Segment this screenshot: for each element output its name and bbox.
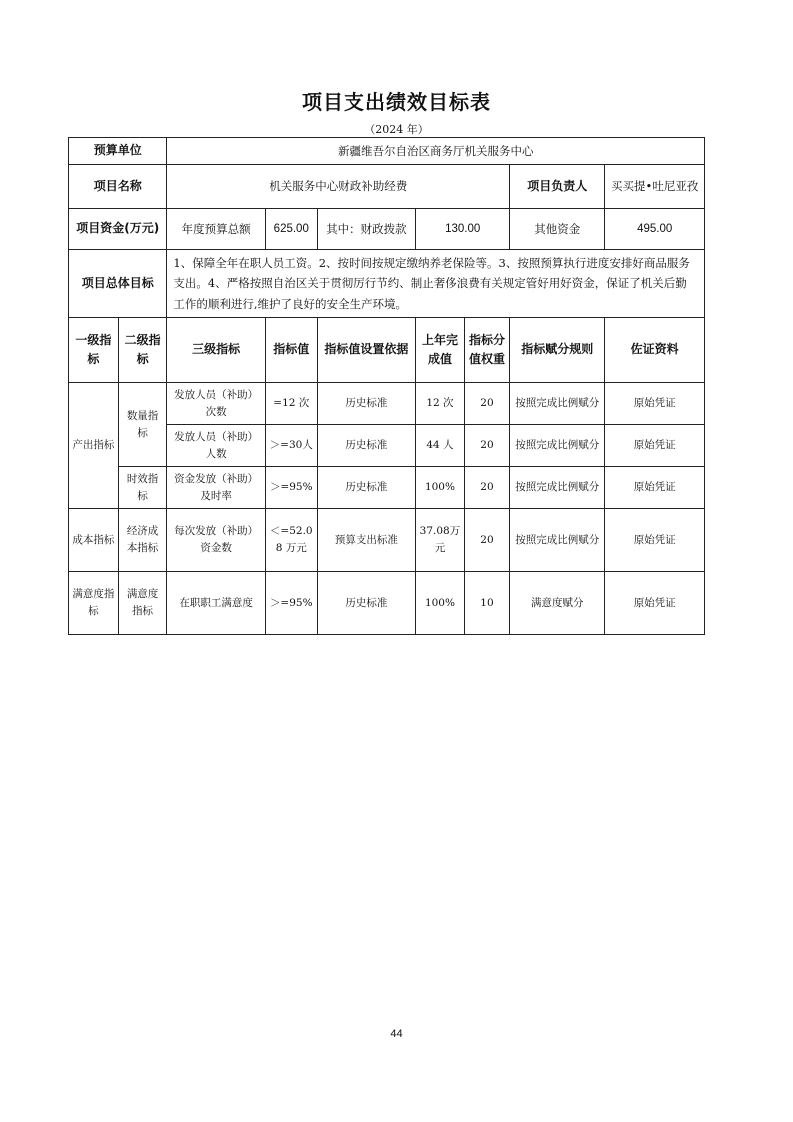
- project-name-value: 机关服务中心财政补助经费: [167, 165, 510, 209]
- performance-table: [68, 137, 705, 635]
- header-row: [69, 318, 705, 383]
- level2-cell: 数量指标: [118, 383, 167, 467]
- basis-cell: 预算支出标准: [317, 509, 415, 572]
- table-row: [69, 572, 705, 635]
- weight-cell: 20: [464, 425, 509, 467]
- level3-cell: 资金发放（补助）及时率: [167, 467, 265, 509]
- evidence-cell: 原始凭证: [605, 425, 705, 467]
- header-evidence: 佐证资料: [605, 318, 705, 383]
- level1-cell: 产出指标: [69, 383, 119, 509]
- header-level2: 二级指标: [118, 318, 167, 383]
- last-year-cell: 100%: [416, 572, 465, 635]
- evidence-cell: 原始凭证: [605, 509, 705, 572]
- level3-cell: 每次发放（补助）资金数: [167, 509, 265, 572]
- other-label: 其他资金: [510, 209, 605, 250]
- unit-row: [69, 138, 705, 165]
- page-number: 44: [390, 1028, 403, 1040]
- year-label: （2024 年）: [364, 123, 429, 136]
- goal-label: 项目总体目标: [69, 250, 167, 318]
- value-cell: ＞=30人: [265, 425, 317, 467]
- rule-cell: 满意度赋分: [510, 572, 605, 635]
- header-last-year: 上年完成值: [416, 318, 465, 383]
- level2-cell: 满意度指标: [118, 572, 167, 635]
- goal-text: 1、保障全年在职人员工资。2、按时间按规定缴纳养老保险等。3、按照预算执行进度安排好商品服务支出。4、严格按照自治区关于贯彻厉行节约、制止奢侈浪费有关规定管好用好资金，保证了机关后勤工作的顺利进行,维护了良好的安全生产环境。: [167, 250, 705, 318]
- level2-cell: 时效指标: [118, 467, 167, 509]
- last-year-cell: 100%: [416, 467, 465, 509]
- project-name-label: 项目名称: [69, 165, 167, 209]
- funds-row: [69, 209, 705, 250]
- goal-row: [69, 250, 705, 318]
- level1-cell: 成本指标: [69, 509, 119, 572]
- project-leader-label: 项目负责人: [510, 165, 605, 209]
- basis-cell: 历史标准: [317, 425, 415, 467]
- header-rule: 指标赋分规则: [510, 318, 605, 383]
- level2-cell: 经济成本指标: [118, 509, 167, 572]
- header-value: 指标值: [265, 318, 317, 383]
- header-level3: 三级指标: [167, 318, 265, 383]
- level3-cell: 发放人员（补助）次数: [167, 383, 265, 425]
- weight-cell: 20: [464, 509, 509, 572]
- level1-cell: 满意度指标: [69, 572, 119, 635]
- last-year-cell: 12 次: [416, 383, 465, 425]
- fiscal-value: 130.00: [416, 209, 510, 250]
- table-row: [69, 467, 705, 509]
- annual-budget-label: 年度预算总额: [167, 209, 265, 250]
- header-basis: 指标值设置依据: [317, 318, 415, 383]
- header-level1: 一级指标: [69, 318, 119, 383]
- page-title: 项目支出绩效目标表: [302, 90, 491, 114]
- table-row: [69, 509, 705, 572]
- value-cell: ＜=52.08 万元: [265, 509, 317, 572]
- other-value: 495.00: [605, 209, 705, 250]
- weight-cell: 20: [464, 383, 509, 425]
- evidence-cell: 原始凭证: [605, 467, 705, 509]
- project-leader-value: 买买提•吐尼亚孜: [605, 165, 705, 209]
- header-weight: 指标分值权重: [464, 318, 509, 383]
- value-cell: =12 次: [265, 383, 317, 425]
- value-cell: ＞=95%: [265, 467, 317, 509]
- rule-cell: 按照完成比例赋分: [510, 383, 605, 425]
- value-cell: ＞=95%: [265, 572, 317, 635]
- level3-cell: 发放人员（补助）人数: [167, 425, 265, 467]
- evidence-cell: 原始凭证: [605, 383, 705, 425]
- last-year-cell: 44 人: [416, 425, 465, 467]
- unit-value: 新疆维吾尔自治区商务厅机关服务中心: [167, 138, 705, 165]
- project-name-row: [69, 165, 705, 209]
- rule-cell: 按照完成比例赋分: [510, 425, 605, 467]
- basis-cell: 历史标准: [317, 383, 415, 425]
- weight-cell: 20: [464, 467, 509, 509]
- unit-label: 预算单位: [69, 138, 167, 165]
- table-row: [69, 383, 705, 425]
- annual-budget-value: 625.00: [265, 209, 317, 250]
- weight-cell: 10: [464, 572, 509, 635]
- funds-label: 项目资金(万元): [69, 209, 167, 250]
- fiscal-label: 其中：财政拨款: [317, 209, 415, 250]
- basis-cell: 历史标准: [317, 572, 415, 635]
- rule-cell: 按照完成比例赋分: [510, 467, 605, 509]
- rule-cell: 按照完成比例赋分: [510, 509, 605, 572]
- last-year-cell: 37.08万元: [416, 509, 465, 572]
- evidence-cell: 原始凭证: [605, 572, 705, 635]
- level3-cell: 在职职工满意度: [167, 572, 265, 635]
- basis-cell: 历史标准: [317, 467, 415, 509]
